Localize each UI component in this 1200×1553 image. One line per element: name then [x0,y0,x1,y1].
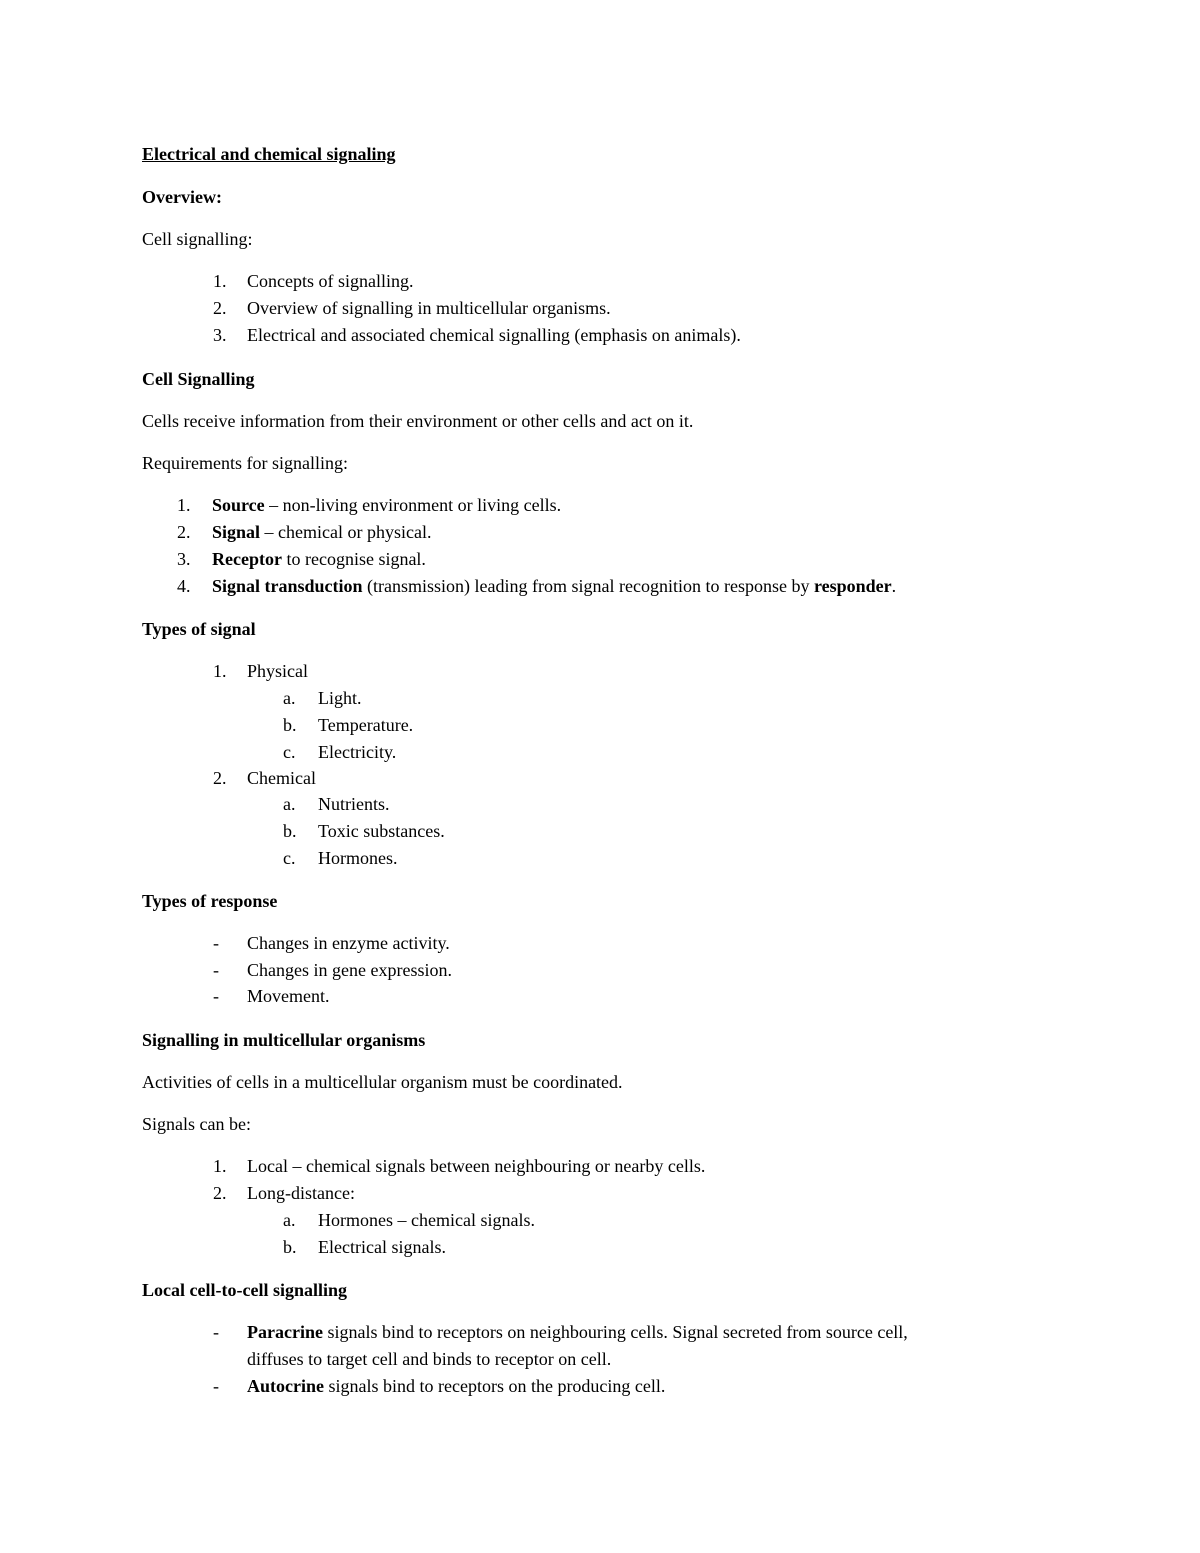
list-item: Chemical [247,768,316,788]
list-item: Changes in enzyme activity. [247,933,450,953]
local-term: Paracrine [247,1322,323,1342]
list-marker: 2. [213,298,227,318]
sub-list-marker: c. [283,742,296,762]
signals-can-be-label: Signals can be: [142,1114,251,1134]
types-signal-heading: Types of signal [142,619,256,639]
list-item [247,1321,908,1343]
sub-list-item: Electrical signals. [318,1237,446,1257]
document-title: Electrical and chemical signaling [142,144,396,164]
cell-signalling-heading: Cell Signalling [142,369,255,389]
overview-heading: Overview: [142,187,222,207]
local-desc: signals bind to receptors on the producing cell. [323,1376,666,1396]
list-marker: 1. [213,1156,227,1176]
sub-list-item: Nutrients. [318,794,390,814]
local-term: Autocrine [247,1376,324,1396]
cells-receive-paragraph: Cells receive information from their environment or other cells and act on it. [142,411,694,431]
local-desc: signals bind to receptors on neighbouring cells. Signal secreted from source cell, [322,1322,908,1342]
list-marker: 2. [177,522,191,542]
sub-list-item: Electricity. [318,742,397,762]
list-item-continuation: diffuses to target cell and binds to receptor on cell. [247,1349,612,1369]
list-item [247,1375,665,1397]
list-marker: 1. [213,271,227,291]
list-marker: 2. [213,768,227,788]
types-response-heading: Types of response [142,891,278,911]
list-marker: 1. [213,661,227,681]
sub-list-item: Toxic substances. [318,821,445,841]
sub-list-item: Temperature. [318,715,414,735]
cell-signalling-label: Cell signalling: [142,229,253,249]
sub-list-marker: a. [283,794,296,814]
list-item: Local – chemical signals between neighbouring or nearby cells. [247,1156,706,1176]
requirement-term: responder [813,576,892,596]
sub-list-marker: a. [283,688,296,708]
list-marker: - [213,960,219,980]
list-marker: - [213,1376,219,1396]
list-marker: 2. [213,1183,227,1203]
list-item: Changes in gene expression. [247,960,452,980]
list-marker: 1. [177,495,191,515]
list-item [212,521,431,543]
requirements-label: Requirements for signalling: [142,453,348,473]
list-marker: - [213,933,219,953]
list-item: Electrical and associated chemical signalling (emphasis on animals). [247,325,741,345]
list-item [212,494,561,516]
multicellular-heading: Signalling in multicellular organisms [142,1030,426,1050]
list-item: Long-distance: [247,1183,355,1203]
sub-list-marker: b. [283,715,297,735]
requirement-term: Receptor [212,549,282,569]
sub-list-marker: a. [283,1210,296,1230]
list-marker: 4. [177,576,191,596]
list-item: Movement. [247,986,330,1006]
list-item [212,575,896,597]
requirement-term: Signal transduction [212,576,363,596]
sub-list-marker: b. [283,821,297,841]
requirement-desc: – chemical or physical. [260,522,432,542]
list-item: Physical [247,661,308,681]
list-item: Concepts of signalling. [247,271,414,291]
sub-list-item: Light. [318,688,362,708]
requirement-term: Signal [212,522,261,542]
sub-list-item: Hormones. [318,848,398,868]
list-marker: - [213,986,219,1006]
list-item [212,548,426,570]
local-heading: Local cell-to-cell signalling [142,1280,347,1300]
list-marker: - [213,1322,219,1342]
sub-list-marker: c. [283,848,296,868]
list-marker: 3. [213,325,227,345]
sub-list-marker: b. [283,1237,297,1257]
sub-list-item: Hormones – chemical signals. [318,1210,535,1230]
requirement-desc: to recognise signal. [281,549,426,569]
activities-paragraph: Activities of cells in a multicellular organism must be coordinated. [142,1072,623,1092]
requirement-desc: (transmission) leading from signal recognition to response by [362,576,814,596]
requirement-desc: – non-living environment or living cells. [264,495,562,515]
requirement-end: . [891,576,897,596]
list-marker: 3. [177,549,191,569]
requirement-term: Source [212,495,265,515]
list-item: Overview of signalling in multicellular organisms. [247,298,611,318]
